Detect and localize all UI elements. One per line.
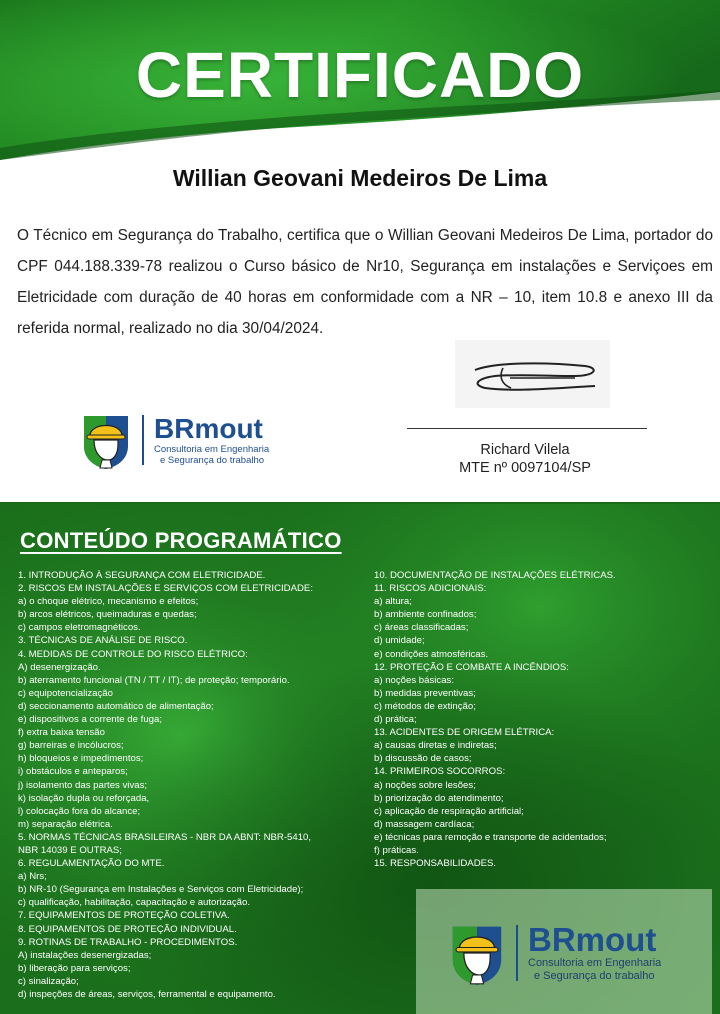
program-item: c) equipotencialização (18, 687, 113, 699)
certificate-statement: O Técnico em Segurança do Trabalho, certifica que o Willian Geovani Medeiros De Lima, portador do CPF 044.188.339-78 realizou o Curso básico de Nr10, Segurança em instalações e Serviçoes em Eletricidade com duração de 40 horas em conformidade com a NR – 10, item 10.8 e anexo III da referida normal, realizado no dia 30/04/2024. (17, 227, 713, 337)
program-item: 9. ROTINAS DE TRABALHO - PROCEDIMENTOS. (18, 936, 238, 948)
company-logo-bottom (446, 920, 661, 986)
program-item: c) aplicação de respiração artificial; (374, 805, 524, 817)
program-item: e) dispositivos a corrente de fuga; (18, 714, 162, 726)
program-item: b) aterramento funcional (TN / TT / IT); de proteção; temporário. (18, 674, 290, 686)
logo-brand (528, 923, 661, 957)
program-item: b) NR-10 (Segurança em Instalações e Serviços com Eletricidade); (18, 884, 304, 896)
helmet-worker-icon (446, 920, 508, 986)
program-item: k) isolação dupla ou reforçada, (18, 792, 150, 804)
program-item: b) discussão de casos; (374, 753, 472, 765)
program-item: m) separação elétrica. (18, 818, 113, 830)
program-item: d) seccionamento automático de alimentação; (18, 700, 214, 712)
program-item: 6. REGULAMENTAÇÃO DO MTE. (18, 858, 165, 870)
program-item: 2. RISCOS EM INSTALAÇÕES E SERVIÇOS COM ELETRICIDADE: (18, 583, 313, 595)
program-item: d) prática; (374, 714, 417, 726)
logo-tagline-1: Consultoria em Engenharia (154, 444, 270, 455)
signature-image (455, 340, 610, 408)
program-item: e) técnicas para remoção e transporte de acidentados; (374, 831, 607, 843)
program-item: b) medidas preventivas; (374, 687, 476, 699)
program-item: f) extra baixa tensão (18, 727, 105, 739)
program-item: b) arcos elétricos, queimaduras e quedas; (18, 609, 197, 621)
program-item: d) inspeções de áreas, serviços, ferramental e equipamento. (18, 989, 276, 1000)
logo-tagline-2: e Segurança do trabalho (160, 455, 265, 466)
certificate-title: CERTIFICADO (135, 39, 585, 111)
logo-divider (142, 415, 144, 465)
logo-tagline-1: Consultoria em Engenharia (528, 957, 662, 969)
program-item: a) noções básicas: (374, 674, 454, 686)
program-item: 12. PROTEÇÃO E COMBATE A INCÊNDIOS: (374, 661, 569, 673)
program-item: c) métodos de extinção; (374, 700, 476, 712)
program-item: a) noções sobre lesões; (374, 779, 476, 791)
program-item: 13. ACIDENTES DE ORIGEM ELÉTRICA: (374, 727, 555, 739)
signer-registration: MTE nº 0097104/SP (459, 460, 591, 476)
signature-line (407, 428, 647, 429)
program-column-1 (18, 569, 363, 1001)
program-item: l) colocação fora do alcance; (18, 805, 141, 817)
helmet-worker-icon (78, 410, 134, 470)
program-item: e) condições atmosféricas. (374, 648, 489, 660)
program-item: A) instalações desenergizadas; (18, 949, 152, 961)
program-title: CONTEÚDO PROGRAMÁTICO (20, 528, 342, 553)
certificate-panel (0, 0, 720, 502)
program-column-2 (374, 569, 694, 870)
program-item: A) desenergização. (18, 661, 101, 673)
program-item: a) altura; (374, 596, 412, 608)
program-item: j) isolamento das partes vivas; (18, 779, 148, 791)
company-logo (78, 410, 269, 470)
program-item: 3. TÉCNICAS DE ANÁLISE DE RISCO. (18, 635, 188, 647)
program-item: c) campos eletromagnéticos. (18, 622, 141, 634)
logo-brand-suffix: mout (194, 413, 263, 444)
signer-name: Richard Vilela (480, 442, 570, 458)
program-item: f) práticas. (374, 844, 419, 856)
program-item: b) ambiente confinados; (374, 609, 477, 621)
program-item: d) umidade; (374, 635, 425, 647)
program-item: NBR 14039 E OUTRAS; (18, 844, 122, 856)
logo-brand-prefix: BR (154, 413, 195, 444)
program-item: 1. INTRODUÇÃO À SEGURANÇA COM ELETRICIDADE. (18, 570, 266, 581)
logo-brand (154, 414, 269, 444)
logo-brand-suffix: mout (575, 921, 657, 958)
program-item: b) liberação para serviços; (18, 962, 131, 974)
program-item: 14. PRIMEIROS SOCORROS: (374, 766, 506, 778)
program-item: c) qualificação, habilitação, capacitação e autorização. (18, 897, 250, 909)
program-item: b) priorização do atendimento; (374, 792, 504, 804)
program-item: a) causas diretas e indiretas; (374, 740, 497, 752)
logo-divider (516, 925, 518, 981)
program-item: 8. EQUIPAMENTOS DE PROTEÇÃO INDIVIDUAL. (18, 923, 237, 935)
logo-brand-prefix: BR (528, 921, 576, 958)
program-item: 5. NORMAS TÉCNICAS BRASILEIRAS - NBR DA ABNT: NBR-5410, (18, 831, 312, 843)
recipient-name: Willian Geovani Medeiros De Lima (172, 165, 548, 191)
program-item: 15. RESPONSABILIDADES. (374, 858, 497, 870)
program-item: d) massagem cardíaca; (374, 818, 475, 830)
program-item: 10. DOCUMENTAÇÃO DE INSTALAÇÕES ELÉTRICAS. (374, 570, 616, 581)
program-item: g) barreiras e incólucros; (18, 740, 124, 752)
program-item: c) sinalização; (18, 975, 79, 987)
program-item: 11. RISCOS ADICIONAIS: (374, 583, 487, 595)
program-item: a) o choque elétrico, mecanismo e efeitos; (18, 596, 199, 608)
logo-tagline-2: e Segurança do trabalho (534, 970, 655, 982)
program-item: 7. EQUIPAMENTOS DE PROTEÇÃO COLETIVA. (18, 910, 230, 922)
program-item: i) obstáculos e anteparos; (18, 766, 128, 778)
program-item: h) bloqueios e impedimentos; (18, 753, 144, 765)
program-item: a) Nrs; (18, 871, 47, 883)
program-item: 4. MEDIDAS DE CONTROLE DO RISCO ELÉTRICO: (18, 648, 248, 660)
program-item: c) áreas classificadas; (374, 622, 469, 634)
